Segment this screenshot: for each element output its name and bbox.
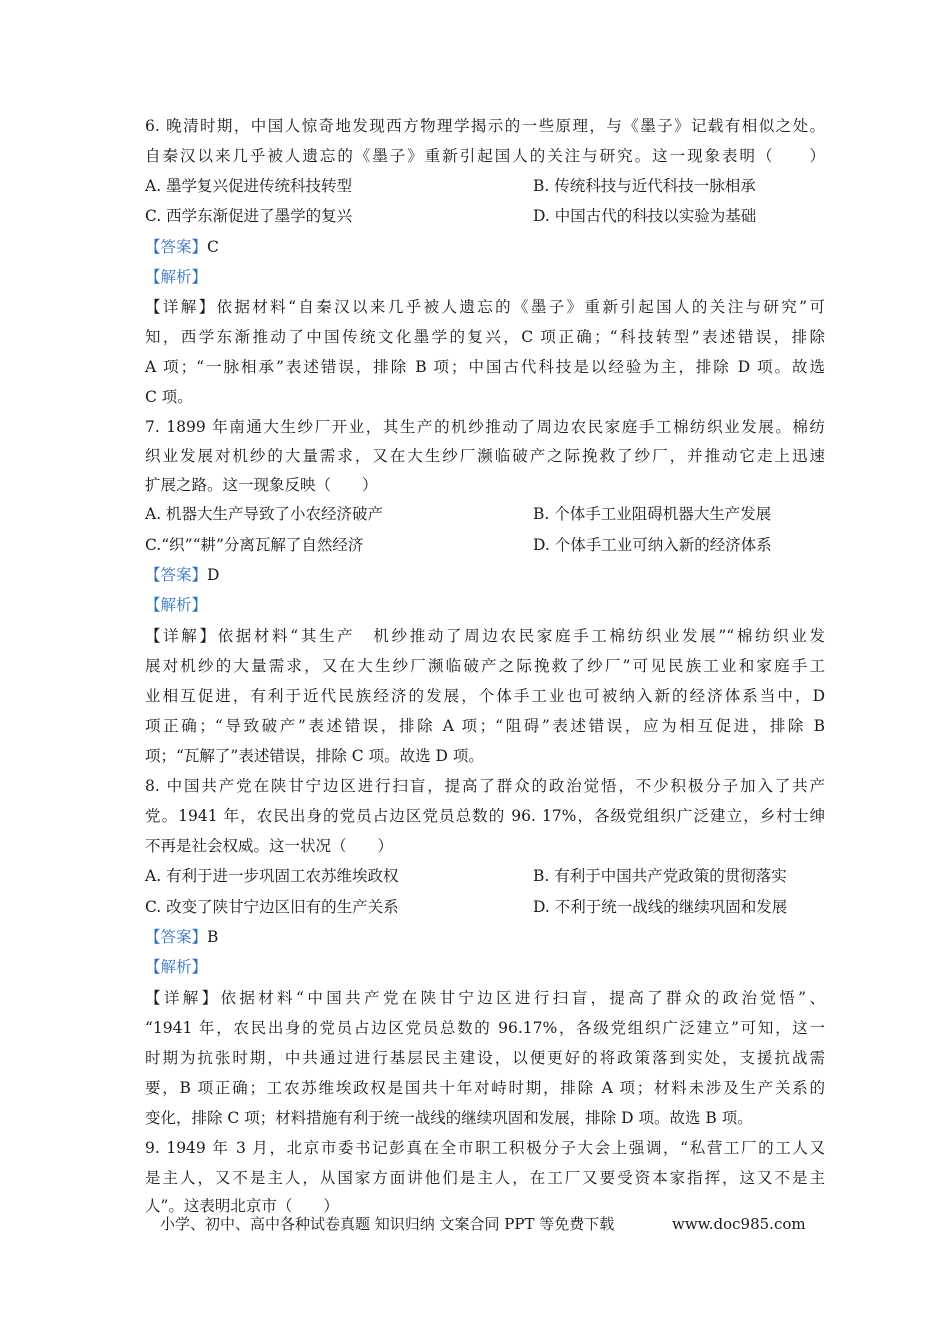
q6-answer bbox=[145, 237, 825, 257]
q8-detail-line-2: “1941 年，农民出身的党员占边区党员总数的 96.17%，各级党组织广泛建立”可知，这一 bbox=[145, 1019, 825, 1037]
q6-detail-line-4: C 项。 bbox=[145, 388, 193, 406]
detail-tag: 【详解】 bbox=[145, 298, 217, 316]
q8-detail-line-4: 要，B 项正确；工农苏维埃政权是国共十年对峙时期，排除 A 项；材料未涉及生产关系的 bbox=[145, 1079, 825, 1097]
answer-value: D bbox=[207, 566, 220, 584]
answer-value: C bbox=[207, 238, 219, 256]
answer-value: B bbox=[207, 928, 219, 946]
q7-analysis-tag: 【解析】 bbox=[145, 596, 208, 614]
footer-text: 小学、初中、高中各种试卷真题 知识归纳 文案合同 PPT 等免费下载 bbox=[160, 1215, 615, 1233]
q6-detail-line-1 bbox=[145, 297, 825, 317]
q6-detail-line-2: 知，西学东渐推动了中国传统文化墨学的复兴，C 项正确；“科技转型”表述错误，排除 bbox=[145, 328, 825, 346]
q7-stem-line-2: 织业发展对机纱的大量需求，又在大生纱厂濒临破产之际挽救了纱厂，并推动它走上迅速 bbox=[145, 447, 825, 465]
detail-text: 依据材料“其生产 机纱推动了周边农民家庭手工棉纺织业发展”“棉纺织业发 bbox=[217, 627, 825, 645]
q6-option-b: B. 传统科技与近代科技一脉相承 bbox=[533, 177, 756, 195]
answer-tag: 【答案】 bbox=[145, 566, 208, 584]
q8-detail-line-3: 时期为抗张时期，中共通过进行基层民主建设，以便更好的将政策落到实处，支援抗战需 bbox=[145, 1049, 825, 1067]
q8-option-a: A. 有利于进一步巩固工农苏维埃政权 bbox=[145, 867, 399, 885]
answer-tag: 【答案】 bbox=[145, 238, 208, 256]
q9-stem-line-1: 9. 1949 年 3 月，北京市委书记彭真在全市职工积极分子大会上强调，“私营工厂的工人又 bbox=[145, 1139, 825, 1157]
q8-stem-line-2: 党。1941 年，农民出身的党员占边区党员总数的 96. 17%，各级党组织广泛建立，乡村士绅 bbox=[145, 807, 825, 825]
q7-detail-line-2: 展对机纱的大量需求，又在大生纱厂濒临破产之际挽救了纱厂”可见民族工业和家庭手工 bbox=[145, 657, 825, 675]
q7-option-c: C.“织”“耕”分离瓦解了自然经济 bbox=[145, 536, 364, 554]
q6-option-a: A. 墨学复兴促进传统科技转型 bbox=[145, 177, 353, 195]
q6-stem-line-1: 6. 晚清时期，中国人惊奇地发现西方物理学揭示的一些原理，与《墨子》记载有相似之处。 bbox=[145, 117, 825, 135]
q8-option-c: C. 改变了陕甘宁边区旧有的生产关系 bbox=[145, 898, 399, 916]
q6-option-c: C. 西学东渐促进了墨学的复兴 bbox=[145, 207, 353, 225]
q6-analysis-tag: 【解析】 bbox=[145, 268, 208, 286]
q7-option-b: B. 个体手工业阻碍机器大生产发展 bbox=[533, 505, 772, 523]
q6-stem-line-2: 自秦汉以来几乎被人遗忘的《墨子》重新引起国人的关注与研究。这一现象表明（ ） bbox=[145, 147, 825, 165]
q7-stem-line-3: 扩展之路。这一现象反映（ ） bbox=[145, 476, 378, 494]
q8-option-b: B. 有利于中国共产党政策的贯彻落实 bbox=[533, 867, 787, 885]
q7-detail-line-3: 业相互促进，有利于近代民族经济的发展，个体手工业也可被纳入新的经济体系当中，D bbox=[145, 687, 825, 705]
detail-text: 依据材料“自秦汉以来几乎被人遗忘的《墨子》重新引起国人的关注与研究”可 bbox=[216, 298, 825, 316]
q9-stem-line-2: 是主人，又不是主人，从国家方面讲他们是主人，在工厂又要受资本家指挥，这又不是主 bbox=[145, 1169, 825, 1187]
footer-url[interactable]: www.doc985.com bbox=[672, 1215, 806, 1233]
q8-answer bbox=[145, 927, 825, 947]
detail-text: 依据材料“中国共产党在陕甘宁边区进行扫盲，提高了群众的政治觉悟”、 bbox=[220, 989, 825, 1007]
q9-stem-line-3: 人”。这表明北京市（ ） bbox=[145, 1197, 339, 1215]
q8-stem-line-3: 不再是社会权威。这一状况（ ） bbox=[145, 837, 394, 855]
q8-analysis-tag: 【解析】 bbox=[145, 958, 208, 976]
q6-option-d: D. 中国古代的科技以实验为基础 bbox=[533, 207, 757, 225]
detail-tag: 【详解】 bbox=[145, 627, 218, 645]
q8-stem-line-1: 8. 中国共产党在陕甘宁边区进行扫盲，提高了群众的政治觉悟，不少积极分子加入了共产 bbox=[145, 777, 825, 795]
q8-detail-line-1 bbox=[145, 988, 825, 1008]
q7-detail-line-1 bbox=[145, 626, 825, 646]
q8-option-d: D. 不利于统一战线的继续巩固和发展 bbox=[533, 898, 788, 916]
q7-stem-line-1: 7. 1899 年南通大生纱厂开业，其生产的机纱推动了周边农民家庭手工棉纺织业发展。棉纺 bbox=[145, 418, 825, 436]
q7-detail-line-4: 项正确；“导致破产”表述错误，排除 A 项；“阻碍”表述错误，应为相互促进，排除 B bbox=[145, 717, 825, 735]
q7-answer bbox=[145, 565, 825, 585]
q7-detail-line-5: 项；“瓦解了”表述错误，排除 C 项。故选 D 项。 bbox=[145, 747, 484, 765]
detail-tag: 【详解】 bbox=[145, 989, 221, 1007]
q7-option-a: A. 机器大生产导致了小农经济破产 bbox=[145, 505, 384, 523]
q8-detail-line-5: 变化，排除 C 项；材料措施有利于统一战线的继续巩固和发展，排除 D 项。故选 B 项。 bbox=[145, 1109, 753, 1127]
answer-tag: 【答案】 bbox=[145, 928, 208, 946]
q6-detail-line-3: A 项；“一脉相承”表述错误，排除 B 项；中国古代科技是以经验为主，排除 D 项。故选 bbox=[145, 358, 825, 376]
q7-option-d: D. 个体手工业可纳入新的经济体系 bbox=[533, 536, 772, 554]
